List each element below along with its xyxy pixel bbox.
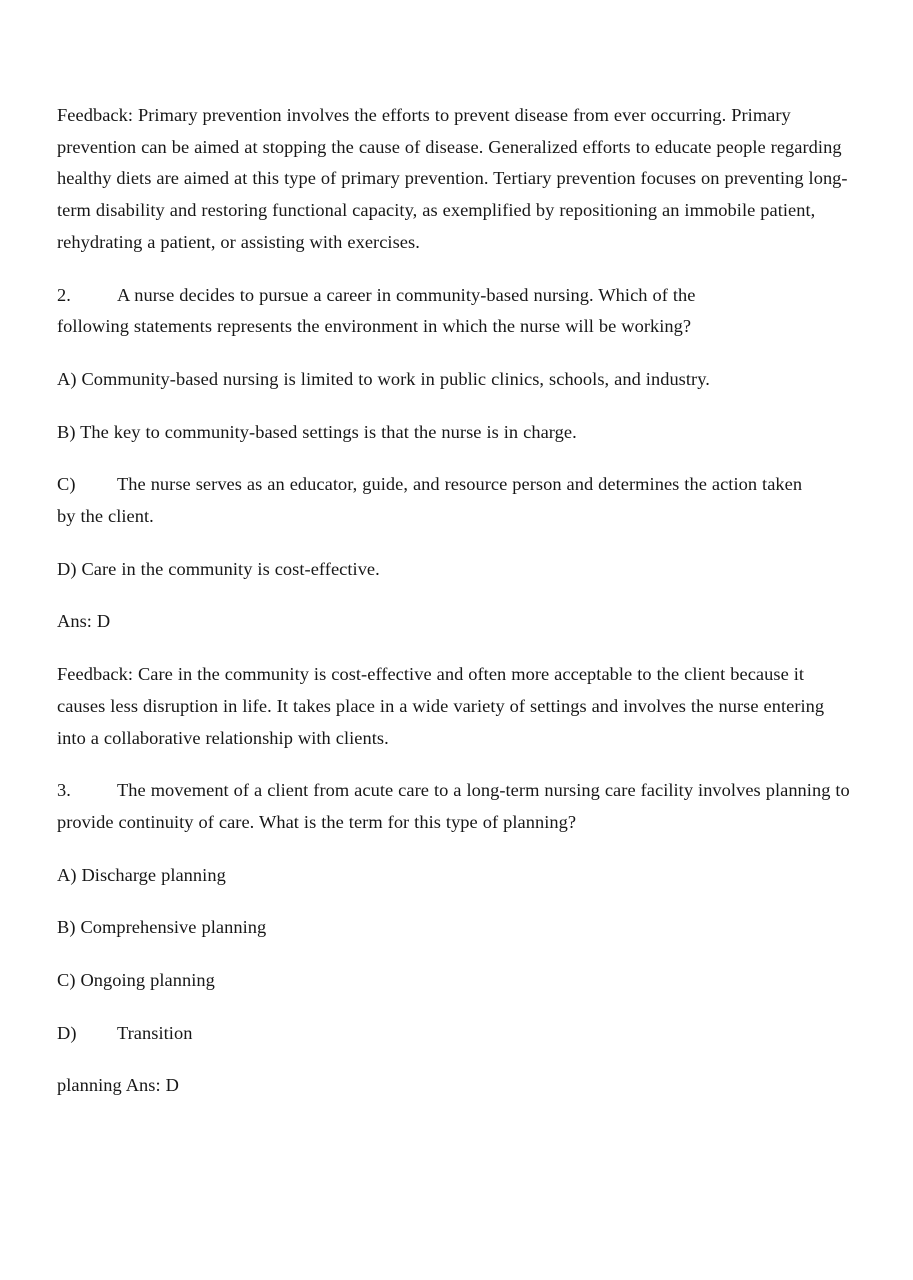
paragraph-question-3-option-c [57,965,857,997]
paragraph-question-3-option-b [57,912,857,944]
paragraph-question-2-answer [57,606,857,638]
paragraph-text: B) The key to community-based settings is that the nurse is in charge. [57,421,577,442]
question-number-label: 3. [57,780,71,801]
paragraph-question-3-option-a [57,860,857,892]
paragraph-question-2-option-b [57,417,857,449]
paragraph-text: B) Comprehensive planning [57,917,267,938]
question-number-label: 2. [57,284,71,305]
paragraph-question-3-option-d [57,1018,857,1050]
paragraph-question-2-option-c [57,469,807,532]
paragraph-question-3-answer [57,1070,857,1102]
paragraph-text: C) Ongoing planning [57,970,215,991]
paragraph-text: planning Ans: D [57,1075,179,1096]
option-letter-label: D) [57,1022,77,1043]
paragraph-feedback-2 [57,659,857,754]
paragraph-text: The nurse serves as an educator, guide, and resource person and determines the action taken by the client. [57,474,808,527]
paragraph-text: D) Care in the community is cost-effective. [57,558,380,579]
paragraph-text: A) Community-based nursing is limited to work in public clinics, schools, and industry. [57,368,710,389]
paragraph-question-2-option-a [57,364,857,396]
option-letter-label: C) [57,474,76,495]
paragraph-text: A) Discharge planning [57,864,226,885]
paragraph-text: Feedback: Care in the community is cost-effective and often more acceptable to the client because it causes less disruption in life. It takes place in a wide variety of settings and involves the nurse entering into a collaborative relationship with clients. [57,664,830,748]
paragraph-text: A nurse decides to pursue a career in community-based nursing. Which of the following statements represents the environment in which the nurse will be working? [57,284,701,337]
paragraph-question-2-option-d [57,554,857,586]
paragraph-text: Ans: D [57,611,111,632]
paragraph-text: Transition [117,1022,193,1043]
paragraph-text: The movement of a client from acute care to a long-term nursing care facility involves planning to provide continuity of care. What is the term for this type of planning? [57,780,855,832]
document-body [57,100,857,1102]
paragraph-feedback-1 [57,100,857,259]
paragraph-question-2-stem [57,280,747,343]
paragraph-text: Feedback: Primary prevention involves the efforts to prevent disease from ever occurring. Primary prevention can be aimed at stopping the cause of disease. Generalized efforts to educate people regarding healthy diets are aimed at this type of primary prevention. Tertiary prevention focuses on preventing long-term disability and restoring functional capacity, as exemplified by repositioning an immobile patient, rehydrating a patient, or assisting with exercises. [57,105,848,252]
paragraph-question-3-stem [57,775,857,838]
